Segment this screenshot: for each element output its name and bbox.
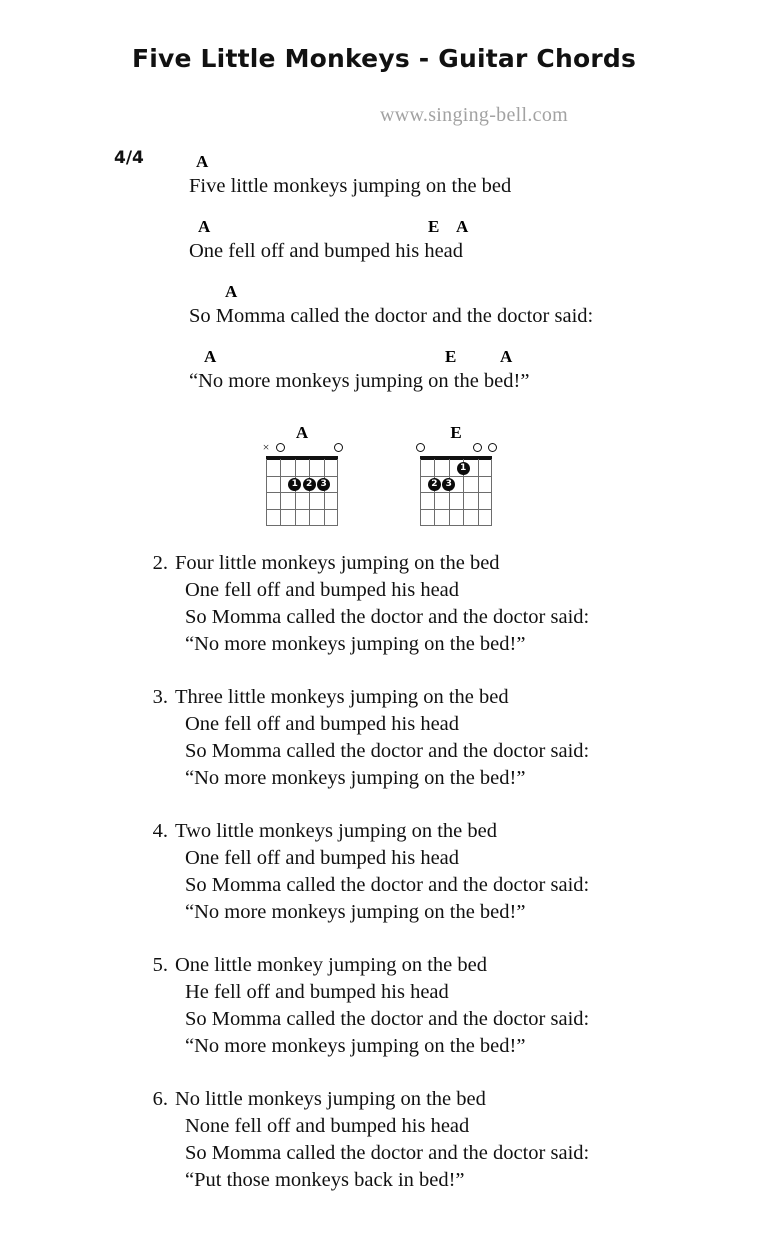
verse-line: “No more monkeys jumping on the bed!” (185, 633, 526, 655)
verse-line: None fell off and bumped his head (185, 1115, 470, 1137)
verse-number: 6. (152, 1088, 168, 1110)
verse (140, 952, 700, 1060)
verse-line: Three little monkeys jumping on the bed (175, 686, 509, 708)
nut (420, 456, 492, 460)
fret-line (420, 492, 492, 493)
chord-label: A (456, 217, 469, 236)
chord-lyric-block (189, 152, 609, 199)
verse-line: So Momma called the doctor and the doctor said: (185, 874, 590, 896)
lyric-line: One fell off and bumped his head (189, 240, 464, 262)
verse-lines (176, 550, 700, 658)
fret-line (420, 476, 492, 477)
finger-dot: 2 (428, 478, 441, 491)
verse-line: “No more monkeys jumping on the bed!” (185, 901, 526, 923)
verse-lines (176, 952, 700, 1060)
finger-dot: 3 (317, 478, 330, 491)
chord-row (189, 152, 609, 173)
chord-diagram-name: A (295, 423, 309, 442)
open-string-markers (262, 440, 338, 456)
verse-number: 5. (152, 954, 168, 976)
fret-line (266, 509, 338, 510)
verse-line: Four little monkeys jumping on the bed (175, 552, 500, 574)
string-line (324, 459, 325, 526)
finger-dot: 1 (457, 462, 470, 475)
lyric-line: So Momma called the doctor and the doctor said: (189, 305, 594, 327)
fretboard-grid (266, 456, 338, 526)
finger-dot: 1 (288, 478, 301, 491)
string-line (309, 459, 310, 526)
verse-line: “Put those monkeys back in bed!” (185, 1169, 465, 1191)
chord-lyric-block (189, 217, 609, 264)
chord-label: A (225, 282, 238, 301)
open-string-icon (276, 443, 285, 452)
verse-line: No little monkeys jumping on the bed (175, 1088, 486, 1110)
verse (140, 550, 700, 658)
chord-row (189, 282, 609, 303)
verse-line: One little monkey jumping on the bed (175, 954, 488, 976)
muted-string-icon: × (262, 440, 270, 454)
string-line (434, 459, 435, 526)
string-line (449, 459, 450, 526)
verse-line: So Momma called the doctor and the doctor said: (185, 740, 590, 762)
string-line (478, 459, 479, 526)
verse-number: 3. (152, 686, 168, 708)
verse-list (140, 550, 700, 1220)
verse-lines (176, 1086, 700, 1194)
open-string-icon (488, 443, 497, 452)
finger-dot: 2 (303, 478, 316, 491)
chord-diagram-name: E (450, 423, 462, 442)
verse-line: “No more monkeys jumping on the bed!” (185, 767, 526, 789)
chord-label: E (428, 217, 440, 236)
verse-line: So Momma called the doctor and the doctor said: (185, 1142, 590, 1164)
chord-diagram-e (410, 424, 502, 526)
verse (140, 684, 700, 792)
verse-line: Two little monkeys jumping on the bed (175, 820, 497, 842)
chord-lyric-block (189, 347, 609, 394)
page-title: Five Little Monkeys - Guitar Chords (131, 44, 637, 73)
verse-line: “No more monkeys jumping on the bed!” (185, 1035, 526, 1057)
verse-lines (176, 818, 700, 926)
open-string-icon (416, 443, 425, 452)
open-string-icon (334, 443, 343, 452)
fret-line (420, 525, 492, 526)
lyric-line: Five little monkeys jumping on the bed (189, 175, 512, 197)
chord-diagram-group (0, 424, 768, 539)
nut (266, 456, 338, 460)
site-url: www.singing-bell.com (379, 104, 568, 126)
verse-line: One fell off and bumped his head (185, 579, 460, 601)
string-line (337, 459, 338, 526)
string-line (420, 459, 421, 526)
chord-label: E (445, 347, 457, 366)
string-line (295, 459, 296, 526)
verse-number: 2. (152, 552, 168, 574)
verse (140, 818, 700, 926)
string-line (491, 459, 492, 526)
fret-line (266, 492, 338, 493)
verse-lines (176, 684, 700, 792)
chord-diagram-a (256, 424, 348, 526)
open-string-markers (420, 442, 492, 456)
chord-label: A (204, 347, 217, 366)
string-line (266, 459, 267, 526)
lyric-line: “No more monkeys jumping on the bed!” (189, 370, 530, 392)
chord-label: A (196, 152, 209, 171)
chord-lyric-block (189, 282, 609, 329)
open-string-icon (473, 443, 482, 452)
time-signature: 4/4 (114, 148, 144, 168)
verse-line: One fell off and bumped his head (185, 713, 460, 735)
chorded-verse (189, 152, 609, 412)
verse-number: 4. (152, 820, 168, 842)
string-line (280, 459, 281, 526)
verse-line: He fell off and bumped his head (185, 981, 449, 1003)
verse-line: One fell off and bumped his head (185, 847, 460, 869)
fret-line (266, 525, 338, 526)
fretboard-grid (420, 456, 492, 526)
verse-line: So Momma called the doctor and the doctor said: (185, 606, 590, 628)
fret-line (420, 509, 492, 510)
chord-label: A (500, 347, 513, 366)
verse (140, 1086, 700, 1194)
finger-dot: 3 (442, 478, 455, 491)
chord-label: A (198, 217, 211, 236)
chord-row (189, 217, 609, 238)
verse-line: So Momma called the doctor and the doctor said: (185, 1008, 590, 1030)
fret-line (266, 476, 338, 477)
chord-row (189, 347, 609, 368)
